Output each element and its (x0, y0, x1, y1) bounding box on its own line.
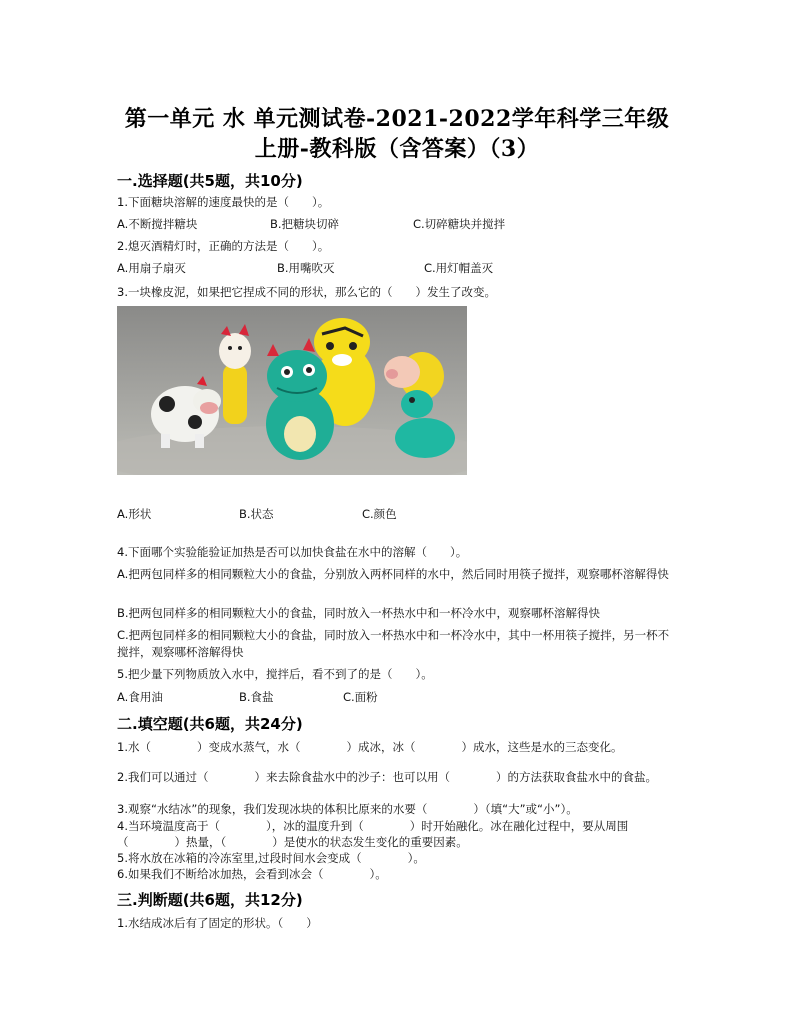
option-a: A.食用油 (117, 690, 163, 704)
section-heading-true-false: 三.判断题(共6题，共12分) (117, 891, 303, 909)
question-1-3: 3.一块橡皮泥，如果把它捏成不同的形状，那么它的（ ）发生了改变。 (117, 285, 496, 299)
question-3-1: 1.水结成冰后有了固定的形状。（ ） (117, 916, 318, 930)
option-c: C.面粉 (343, 690, 378, 704)
clay-figures-photo (117, 306, 467, 475)
option-a: A.用扇子扇灭 (117, 261, 186, 275)
option-b: B.食盐 (239, 690, 274, 704)
option-c: C.用灯帽盖灭 (424, 261, 494, 275)
question-2-5: 5.将水放在冰箱的冷冻室里,过段时间水会变成（ ）。 (117, 851, 425, 865)
question-1-4-option-a: A.把两包同样多的相同颗粒大小的食盐，分别放入两杯同样的水中，然后同时用筷子搅拌，观察哪杯溶解得快 (117, 567, 669, 581)
section-heading-choice: 一.选择题(共5题，共10分) (117, 172, 303, 190)
section-heading-fill-in: 二.填空题(共6题，共24分) (117, 715, 303, 733)
question-1-4-option-b: B.把两包同样多的相同颗粒大小的食盐，同时放入一杯热水中和一杯冷水中，观察哪杯溶解得快 (117, 606, 601, 620)
option-b: B.状态 (239, 507, 274, 521)
option-a: A.不断搅拌糖块 (117, 217, 198, 231)
question-1-4: 4.下面哪个实验能验证加热是否可以加快食盐在水中的溶解（ ）。 (117, 545, 468, 559)
question-2-1: 1.水（ ）变成水蒸气，水（ ）成冰，冰（ ）成水，这些是水的三态变化。 (117, 740, 623, 754)
page-title-line-2: 上册-教科版（含答案）（3） (254, 136, 540, 162)
question-1-2-options (117, 260, 677, 277)
question-2-6: 6.如果我们不断给冰加热，会看到冰会（ ）。 (117, 867, 387, 881)
option-b: B.用嘴吹灭 (277, 261, 335, 275)
question-1-3-options (117, 506, 677, 523)
question-1-5-options (117, 689, 677, 706)
question-1-2: 2.熄灭酒精灯时，正确的方法是（ ）。 (117, 239, 330, 253)
question-2-2: 2.我们可以通过（ ）来去除食盐水中的沙子：也可以用（ ）的方法获取食盐水中的食盐。 (117, 770, 657, 784)
page-title-line-1: 第一单元 水 单元测试卷-2021-2022学年科学三年级 (124, 106, 670, 132)
question-1-1-options (117, 216, 677, 233)
option-c: C.切碎糖块并搅拌 (413, 217, 506, 231)
option-b: B.把糖块切碎 (270, 217, 340, 231)
option-c: C.颜色 (362, 507, 397, 521)
question-1-5: 5.把少量下列物质放入水中，搅拌后，看不到了的是（ ）。 (117, 667, 433, 681)
question-1-4-option-c: C.把两包同样多的相同颗粒大小的食盐，同时放入一杯热水中和一杯冷水中，其中一杯用筷子搅拌，另一杯不搅拌，观察哪杯溶解得快 (117, 628, 670, 659)
question-2-4: 4.当环境温度高于（ ），冰的温度升到（ ）时开始融化。冰在融化过程中，要从周围（ ）热量，（ ）是使水的状态发生变化的重要因素。 (117, 819, 629, 849)
question-2-3: 3.观察“水结冰”的现象，我们发现冰块的体积比原来的水要（ ）（填“大”或“小”）。 (117, 802, 578, 816)
question-1-1: 1.下面糖块溶解的速度最快的是（ ）。 (117, 195, 330, 209)
option-a: A.形状 (117, 507, 152, 521)
